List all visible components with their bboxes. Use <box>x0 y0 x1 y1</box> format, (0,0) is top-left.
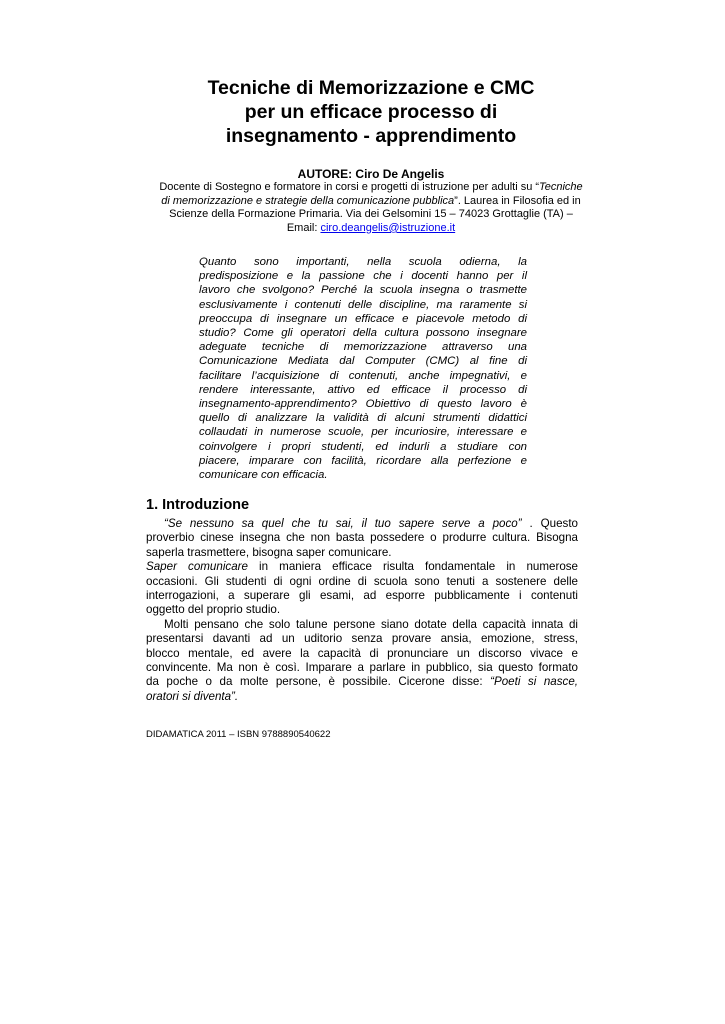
body-line: “Se nessuno sa quel che tu sai, il tuo sapere serve a poco” . Questo <box>164 517 578 530</box>
body-line: oratori si diventa”. <box>146 689 239 703</box>
body-line: interrogazioni, a superare gli esami, ad esporre pubblicamente i contenuti <box>146 589 578 603</box>
body-line: blocco mentale, ed avere la capacità di pronunciare un discorso vivace e <box>146 646 578 660</box>
abstract-line: coinvolgere i propri studenti, ed indurli a studiare con <box>199 440 527 453</box>
abstract-line: predisposizione e la passione che i docenti hanno per il <box>199 270 527 283</box>
abstract-line: esclusivamente i contenuti delle discipline, ma raramente si <box>199 298 527 311</box>
title-line: Tecniche di Memorizzazione e CMC <box>207 77 535 99</box>
body-line: oggetto del proprio studio. <box>146 603 281 617</box>
body-line: da poche o da molte persone, è possibile. Cicerone disse: “Poeti si nasce, <box>146 675 578 689</box>
abstract-line: quello di analizzare la validità di alcuni strumenti didattici <box>199 412 527 425</box>
author-affiliation <box>140 181 602 235</box>
abstract-line: insegnamento-apprendimento? Obiettivo di questo lavoro è <box>199 398 527 411</box>
page-footer: DIDAMATICA 2011 – ISBN 9788890540622 <box>146 729 331 740</box>
abstract-line: preoccupa di insegnare un efficace e piacevole metodo di <box>199 312 527 325</box>
affiliation-line: Email: ciro.deangelis@istruzione.it <box>286 221 456 234</box>
email-link[interactable]: ciro.deangelis@istruzione.it <box>320 221 456 234</box>
body-line: presentarsi davanti ad un uditorio senza provare ansia, emozione, stress, <box>146 632 578 646</box>
body-line: proverbio cinese insegna che non basta possedere o produrre cultura. Bisogna <box>146 531 578 545</box>
body-line: occasioni. Gli studenti di ogni ordine di scuola sono tenuti a sostenere delle <box>146 574 578 588</box>
body-line: Molti pensano che solo talune persone siano dotate della capacità innata di <box>164 617 578 631</box>
body-line: convincente. Ma non è così. Imparare a parlare in pubblico, sia questo formato <box>146 661 578 675</box>
affiliation-line: Docente di Sostegno e formatore in corsi e progetti di istruzione per adulti su “Tecniche <box>159 181 583 193</box>
title-line: insegnamento - apprendimento <box>225 125 517 147</box>
author-line: AUTORE: Ciro De Angelis <box>297 167 445 181</box>
body-line: saperla trasmettere, bisogna saper comunicare. <box>146 545 392 559</box>
abstract-line: Quanto sono importanti, nella scuola odierna, la <box>199 256 527 268</box>
affiliation-line: di memorizzazione e strategie della comunicazione pubblica”. Laurea in Filosofia ed in <box>161 194 581 207</box>
body-line: Saper comunicare in maniera efficace risulta fondamentale in numerose <box>146 560 579 574</box>
abstract-line: Comunicazione Mediata dal Computer (CMC) al fine di <box>199 355 527 368</box>
title-line: per un efficace processo di <box>244 101 498 123</box>
abstract-line: rendere interessante, attivo ed efficace il processo di <box>199 383 527 396</box>
abstract-line: piacere, imparare con facilità, ricordare alla perfezione e <box>199 454 527 467</box>
abstract <box>199 255 527 482</box>
abstract-line: comunicare con efficacia. <box>199 469 328 482</box>
abstract-line: collaudati in numerose scuole, per incuriosire, interessare e <box>199 426 527 439</box>
paper-title <box>140 76 602 148</box>
quote-text: “Se nessuno sa quel che tu sai, il tuo sapere serve a poco” <box>164 517 522 530</box>
section-body <box>146 517 578 704</box>
abstract-line: facilitare l’acquisizione di contenuti, anche impegnativi, e <box>199 369 527 382</box>
abstract-line: studio? Come gli operatori della cultura possono insegnare <box>199 327 527 340</box>
abstract-line: adeguate tecniche di memorizzazione attraverso una <box>199 341 527 354</box>
affiliation-line: Scienze della Formazione Primaria. Via dei Gelsomini 15 – 74023 Grottaglie (TA) – <box>169 208 573 221</box>
abstract-line: lavoro che svolgono? Perché la scuola insegna o trasmette <box>199 284 527 297</box>
section-heading: 1. Introduzione <box>146 497 250 513</box>
